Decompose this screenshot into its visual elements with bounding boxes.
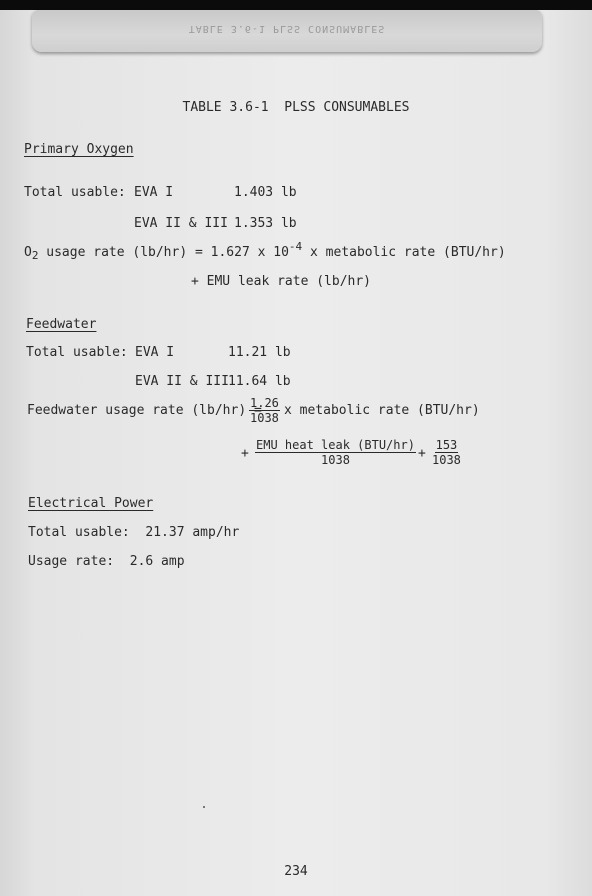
o2-subscript: 2 [31,249,39,262]
fraction-3-denominator: 1038 [432,453,461,467]
feedwater-heading: Feedwater [26,317,97,332]
o2-rate-exponent: -4 [288,240,303,253]
o2-usage-rate [24,240,506,262]
power-usage-line: Usage rate: 2.6 amp [28,554,185,569]
fraction-2-denominator: 1038 [321,453,350,467]
o2-symbol: O [24,245,32,260]
fraction-1-denominator: 1038 [250,411,279,425]
paper-speck [203,806,205,808]
feedwater-eva23-label: EVA II & III [135,374,229,389]
o2-rate-tail: x metabolic rate (BTU/hr) [302,245,506,260]
fraction-2 [255,438,416,467]
oxygen-total-label: Total usable: [24,185,126,200]
fraction-3-numerator: 153 [435,438,458,452]
table-title: TABLE 3.6-1 PLSS CONSUMABLES [182,100,410,115]
plus-sign-2: + [418,446,426,461]
feedwater-eva23-value: 11.64 lb [228,374,291,389]
fraction-1-numerator: 1.26 [250,396,279,410]
tab-bleed-text: TABLE 3.6-1 PLSS CONSUMABLES [188,23,386,34]
feedwater-eva1-value: 11.21 lb [228,345,291,360]
feedwater-rate-label: Feedwater usage rate (lb/hr) = [27,403,262,418]
feedwater-eva1-label: EVA I [135,345,175,360]
page-number: 234 [284,864,308,879]
o2-rate-text: usage rate (lb/hr) = 1.627 x 10 [38,245,289,260]
electrical-power-heading: Electrical Power [28,496,154,511]
plus-sign-1: + [241,446,249,461]
oxygen-eva23-label: EVA II & III [134,216,228,231]
folder-tab [32,10,542,52]
power-total-line: Total usable: 21.37 amp/hr [28,525,240,540]
oxygen-eva1-label: EVA I [134,185,174,200]
oxygen-eva23-value: 1.353 lb [234,216,297,231]
primary-oxygen-heading: Primary Oxygen [24,142,134,157]
fraction-3 [432,438,461,467]
oxygen-eva1-value: 1.403 lb [234,185,297,200]
feedwater-total-label: Total usable: [26,345,128,360]
fraction-1 [249,396,280,425]
feedwater-rate-tail: x metabolic rate (BTU/hr) [284,403,480,418]
emu-leak-line: + EMU leak rate (lb/hr) [191,274,372,289]
fraction-2-numerator: EMU heat leak (BTU/hr) [256,438,415,452]
